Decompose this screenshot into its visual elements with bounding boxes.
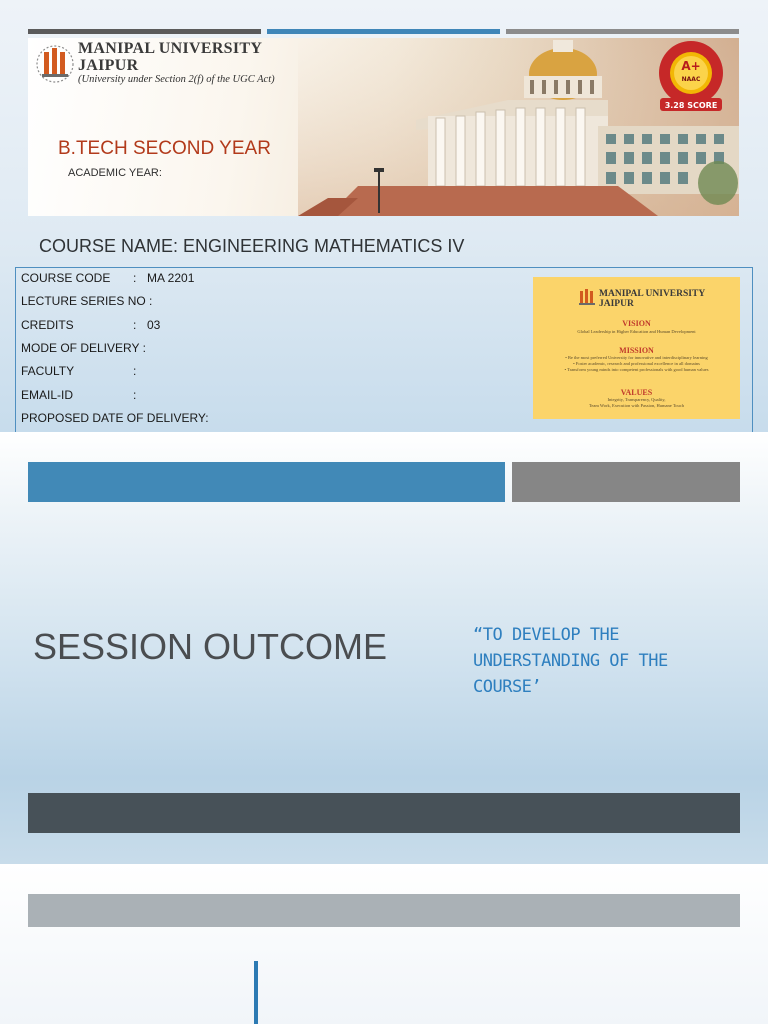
university-name-line2: JAIPUR — [78, 57, 139, 74]
course-info-label: CREDITS — [21, 317, 74, 332]
next-slide — [0, 864, 768, 1024]
university-name-line1: MANIPAL UNIVERSITY — [78, 40, 263, 57]
course-info-colon: : — [133, 387, 137, 402]
session-outcome-quote: “TO DEVELOP THE UNDERSTANDING OF THE COURSE’ — [473, 625, 668, 697]
title-slide — [0, 0, 768, 432]
naac-badge-icon — [648, 40, 734, 112]
vision-mission-poster — [533, 277, 740, 419]
vision-text: Global Leadership in Higher Education and Human Development — [577, 329, 696, 334]
academic-year-label: ACADEMIC YEAR: — [68, 167, 162, 179]
program-title: B.TECH SECOND YEAR — [58, 138, 271, 159]
course-info-label: MODE OF DELIVERY : — [21, 340, 146, 355]
header-bar-blue — [28, 462, 505, 502]
course-info-value: 03 — [147, 317, 161, 332]
top-accent-bar-gray — [506, 29, 739, 34]
naac-accreditor: NAAC — [681, 76, 701, 83]
course-info-colon: : — [133, 364, 137, 379]
vision-title: VISION — [622, 319, 651, 328]
session-outcome-slide — [0, 432, 768, 864]
values-line: Team Work, Execution with Passion, Humane Touch — [588, 403, 685, 408]
poster-logo-icon — [577, 287, 597, 309]
poster-university-name — [599, 289, 705, 309]
course-info-label: EMAIL-ID — [21, 387, 74, 402]
university-subtitle: (University under Section 2(f) of the UGC Act) — [78, 74, 275, 85]
course-info-label: COURSE CODE — [21, 271, 111, 285]
header-bar-gray — [28, 894, 740, 927]
mission-list — [539, 355, 734, 373]
values-title: VALUES — [620, 388, 653, 397]
top-accent-bar-blue — [267, 29, 500, 34]
top-accent-bar-dark — [28, 29, 261, 34]
university-logo-icon — [34, 40, 76, 88]
mission-item: • Be the most preferred University for innovative and interdisciplinary learning — [565, 355, 708, 360]
poster-name-line1: MANIPAL UNIVERSITY — [599, 289, 706, 299]
course-info-label: PROPOSED DATE OF DELIVERY: — [21, 410, 209, 425]
mission-title: MISSION — [619, 346, 654, 355]
naac-score: 3.28 SCORE — [664, 101, 718, 110]
university-banner — [28, 38, 739, 216]
poster-name-line2: JAIPUR — [599, 299, 634, 309]
mission-item: • Transform young minds into competent professionals with good human values — [564, 367, 709, 372]
course-info-colon: : — [133, 271, 137, 285]
course-name-heading: COURSE NAME: ENGINEERING MATHEMATICS IV — [39, 236, 465, 256]
course-info-label: FACULTY — [21, 364, 75, 379]
naac-grade: A+ — [681, 59, 701, 73]
values-text — [539, 397, 734, 409]
values-line: Integrity, Transparency, Quality, — [607, 397, 666, 402]
course-info-value: MA 2201 — [147, 271, 195, 285]
footer-bar-dark — [28, 793, 740, 833]
course-info-colon: : — [133, 317, 137, 332]
session-outcome-title: SESSION OUTCOME — [33, 626, 388, 667]
header-bar-gray — [512, 462, 740, 502]
mission-item: • Foster academic, research and professional excellence in all domains — [573, 361, 700, 366]
course-info-label: LECTURE SERIES NO : — [21, 294, 153, 309]
vertical-accent-line — [254, 961, 258, 1024]
university-name — [78, 40, 262, 74]
